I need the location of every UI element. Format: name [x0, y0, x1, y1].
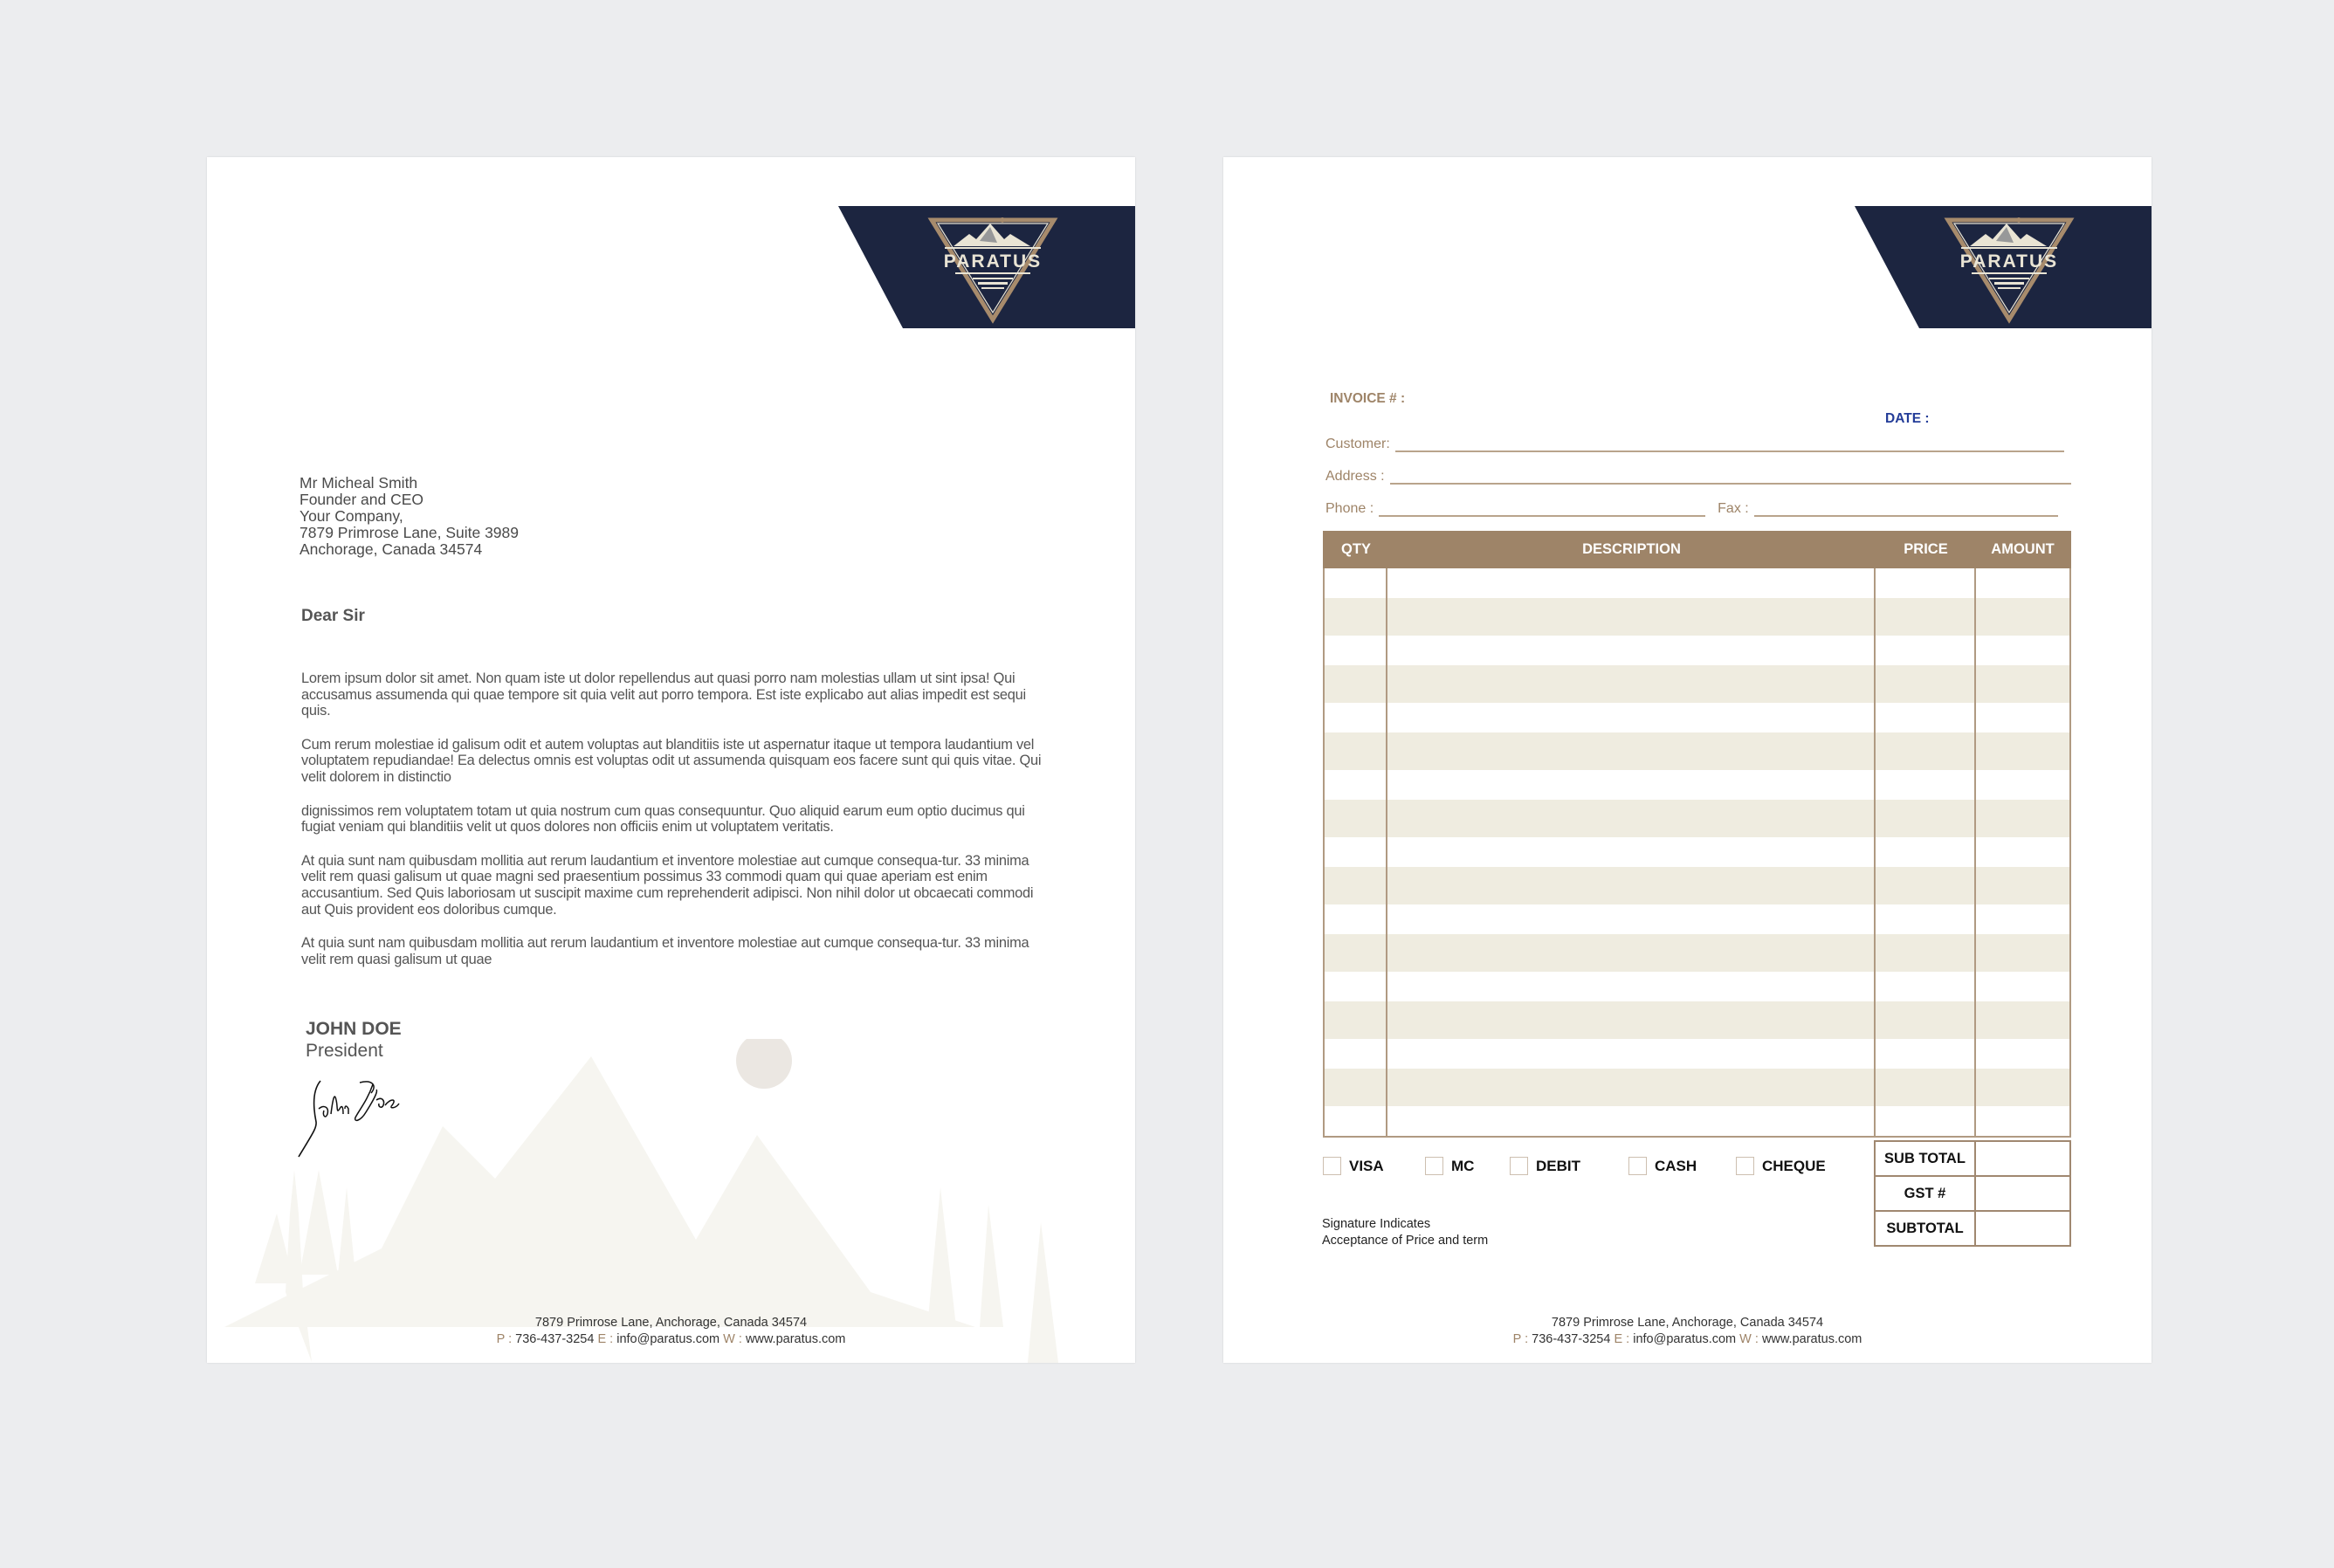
- letter-paragraph: Cum rerum molestiae id galisum odit et autem voluptas aut blanditiis iste ut aspernatur itaque ut tempora laudantium vel voluptatem repudiandae! Ea delectus omnis est voluptas odit ut assumenda quisquam eos facere sunt qui quis vitae. Qui velit dolorem in distinctio: [301, 736, 1042, 785]
- table-cell[interactable]: [1325, 867, 1387, 904]
- table-cell[interactable]: [1387, 867, 1876, 904]
- svg-text:PARATUS: PARATUS: [943, 251, 1043, 272]
- signer-title: President: [306, 1041, 383, 1061]
- table-cell[interactable]: [1325, 703, 1387, 732]
- table-row: [1325, 1069, 2069, 1106]
- table-cell[interactable]: [1325, 934, 1387, 972]
- checkbox-icon[interactable]: [1736, 1157, 1754, 1175]
- table-row: [1325, 598, 2069, 636]
- table-cell[interactable]: [1325, 770, 1387, 800]
- letterhead-page: [207, 157, 1135, 1363]
- table-cell[interactable]: [1876, 1069, 1976, 1106]
- phone-label: P :: [1512, 1332, 1529, 1346]
- letterhead-footer: [207, 1315, 1135, 1348]
- customer-input-line[interactable]: [1395, 437, 2064, 452]
- letter-paragraph: At quia sunt nam quibusdam mollitia aut rerum laudantium et inventore molestiae aut cumque consequa-tur. 33 minima velit rem quasi galisum ut quae: [301, 935, 1029, 967]
- signer-name: JOHN DOE: [306, 1019, 402, 1039]
- footer-website[interactable]: www.paratus.com: [745, 1332, 846, 1346]
- column-header-price: PRICE: [1904, 541, 1948, 557]
- recipient-line: Your Company,: [299, 507, 403, 525]
- date-label: DATE :: [1885, 411, 1930, 426]
- table-cell[interactable]: [1325, 665, 1387, 703]
- email-label: E :: [597, 1332, 614, 1346]
- table-cell[interactable]: [1325, 1039, 1387, 1069]
- table-row: [1325, 867, 2069, 904]
- footer-email[interactable]: info@paratus.com: [616, 1332, 720, 1346]
- invoice-footer: [1223, 1315, 2152, 1348]
- checkbox-icon[interactable]: [1628, 1157, 1647, 1175]
- table-cell[interactable]: [1387, 703, 1876, 732]
- table-cell[interactable]: [1976, 800, 2069, 837]
- recipient-line: Founder and CEO: [299, 491, 424, 508]
- table-body: [1323, 568, 2071, 1138]
- footer-phone: 736-437-3254: [1532, 1332, 1611, 1346]
- checkbox-icon[interactable]: [1323, 1157, 1341, 1175]
- gst-label: GST #: [1876, 1177, 1976, 1210]
- letter-paragraph: dignissimos rem voluptatem totam ut quia nostrum cum quas consequuntur. Quo aliquid earum eum optio ducimus qui fugiat veniam qui blanditiis velit ut quos dolores non officiis enim ut voluptatem veritatis.: [301, 802, 1025, 836]
- payment-label: DEBIT: [1536, 1157, 1580, 1174]
- subtotal-value[interactable]: [1976, 1142, 2069, 1175]
- table-cell[interactable]: [1876, 1001, 1976, 1039]
- table-row: [1325, 1039, 2069, 1069]
- payment-label: CHEQUE: [1762, 1157, 1826, 1174]
- footer-address: 7879 Primrose Lane, Anchorage, Canada 34574: [534, 1316, 808, 1330]
- table-cell[interactable]: [1387, 972, 1876, 1001]
- table-cell[interactable]: [1325, 1069, 1387, 1106]
- table-cell[interactable]: [1387, 598, 1876, 636]
- table-row: [1325, 703, 2069, 732]
- table-row: [1325, 732, 2069, 770]
- invoice-items-table: [1323, 531, 2071, 1138]
- column-header-amount: AMOUNT: [1991, 541, 2055, 557]
- table-cell[interactable]: [1976, 837, 2069, 867]
- table-cell[interactable]: [1387, 732, 1876, 770]
- phone-input-line[interactable]: [1379, 501, 1705, 517]
- table-cell[interactable]: [1325, 732, 1387, 770]
- table-cell[interactable]: [1976, 867, 2069, 904]
- table-cell[interactable]: [1976, 1069, 2069, 1106]
- column-divider: [1386, 568, 1387, 1136]
- checkbox-icon[interactable]: [1425, 1157, 1443, 1175]
- table-cell[interactable]: [1976, 636, 2069, 665]
- table-cell[interactable]: [1876, 665, 1976, 703]
- grand-subtotal-label: SUBTOTAL: [1876, 1212, 1976, 1245]
- table-cell[interactable]: [1876, 568, 1976, 598]
- address-label: Address :: [1325, 469, 1385, 484]
- table-cell[interactable]: [1387, 1001, 1876, 1039]
- table-cell[interactable]: [1325, 1106, 1387, 1136]
- table-cell[interactable]: [1387, 568, 1876, 598]
- footer-contact: [207, 1331, 1135, 1348]
- table-row: [1325, 800, 2069, 837]
- recipient-line: Anchorage, Canada 34574: [299, 540, 483, 558]
- table-cell[interactable]: [1976, 972, 2069, 1001]
- table-cell[interactable]: [1325, 598, 1387, 636]
- email-label: E :: [1614, 1332, 1630, 1346]
- checkbox-icon[interactable]: [1510, 1157, 1528, 1175]
- table-cell[interactable]: [1876, 636, 1976, 665]
- table-cell[interactable]: [1387, 770, 1876, 800]
- payment-label: MC: [1451, 1157, 1475, 1174]
- signature-note-line: Signature Indicates: [1322, 1217, 1431, 1231]
- table-row: [1325, 904, 2069, 934]
- payment-option-cash[interactable]: [1628, 1157, 1736, 1175]
- invoice-number-label: INVOICE # :: [1330, 391, 1406, 406]
- phone-label: Phone :: [1325, 501, 1374, 516]
- table-cell[interactable]: [1387, 934, 1876, 972]
- table-cell[interactable]: [1976, 1106, 2069, 1136]
- table-cell[interactable]: [1976, 1001, 2069, 1039]
- address-field: [1325, 469, 2071, 485]
- table-cell[interactable]: [1325, 800, 1387, 837]
- table-cell[interactable]: [1976, 1039, 2069, 1069]
- table-cell[interactable]: [1876, 837, 1976, 867]
- table-row: [1325, 568, 2069, 598]
- fax-input-line[interactable]: [1754, 501, 2058, 517]
- table-cell[interactable]: [1876, 800, 1976, 837]
- table-cell[interactable]: [1976, 568, 2069, 598]
- phone-label: P :: [496, 1332, 513, 1346]
- column-divider: [1874, 568, 1876, 1136]
- payment-methods: [1323, 1157, 1826, 1175]
- table-cell[interactable]: [1876, 770, 1976, 800]
- table-cell[interactable]: [1976, 665, 2069, 703]
- totals-box: [1874, 1140, 2071, 1247]
- signature-note: [1322, 1216, 1488, 1249]
- table-cell[interactable]: [1325, 972, 1387, 1001]
- column-header-qty: QTY: [1341, 541, 1371, 557]
- table-row: [1325, 1106, 2069, 1136]
- letter-body: [301, 671, 1045, 985]
- table-cell[interactable]: [1387, 636, 1876, 665]
- table-cell[interactable]: [1325, 904, 1387, 934]
- subtotal-row: [1876, 1140, 2069, 1175]
- letter-paragraph: At quia sunt nam quibusdam mollitia aut rerum laudantium et inventore molestiae aut cumque consequa-tur. 33 minima velit rem quasi galisum ut quae magni sed praesentium possimus 33 commodi quam qui quae aperiam est enim accusantium. Sed Quis laboriosam ut suscipit maxime cum reprehenderit adipisci. Non nihil dolor ut obcaecati commodi aut Quis provident eos doloribus cumque.: [301, 852, 1034, 918]
- brand-banner: [838, 206, 1135, 328]
- table-cell[interactable]: [1387, 904, 1876, 934]
- footer-address: 7879 Primrose Lane, Anchorage, Canada 34574: [1551, 1316, 1824, 1330]
- phone-fax-field: [1325, 501, 2058, 517]
- recipient-line: Mr Micheal Smith: [299, 474, 418, 492]
- column-header-description: DESCRIPTION: [1582, 541, 1681, 557]
- table-cell[interactable]: [1325, 1001, 1387, 1039]
- web-label: W :: [723, 1332, 742, 1346]
- table-row: [1325, 1001, 2069, 1039]
- table-row: [1325, 665, 2069, 703]
- table-row: [1325, 837, 2069, 867]
- table-cell[interactable]: [1876, 1106, 1976, 1136]
- table-cell[interactable]: [1876, 867, 1976, 904]
- table-cell[interactable]: [1876, 1039, 1976, 1069]
- table-cell[interactable]: [1387, 1039, 1876, 1069]
- payment-option-cheque[interactable]: [1736, 1157, 1826, 1175]
- signature-icon: [294, 1074, 443, 1161]
- table-cell[interactable]: [1876, 934, 1976, 972]
- table-cell[interactable]: [1876, 703, 1976, 732]
- footer-website[interactable]: www.paratus.com: [1761, 1332, 1862, 1346]
- svg-text:PARATUS: PARATUS: [1959, 251, 2059, 272]
- table-cell[interactable]: [1976, 703, 2069, 732]
- table-cell[interactable]: [1325, 636, 1387, 665]
- table-cell[interactable]: [1976, 904, 2069, 934]
- subtotal-label: SUB TOTAL: [1876, 1142, 1976, 1175]
- table-row: [1325, 636, 2069, 665]
- customer-label: Customer:: [1325, 437, 1390, 451]
- footer-contact: [1223, 1331, 2152, 1348]
- table-cell[interactable]: [1976, 934, 2069, 972]
- paratus-logo-icon: [927, 215, 1058, 324]
- invoice-page: [1223, 157, 2152, 1363]
- web-label: W :: [1739, 1332, 1759, 1346]
- payment-label: VISA: [1349, 1157, 1384, 1174]
- column-divider: [1974, 568, 1976, 1136]
- brand-banner: [1855, 206, 2152, 328]
- table-header: [1323, 531, 2071, 568]
- table-cell[interactable]: [1976, 732, 2069, 770]
- table-cell[interactable]: [1876, 904, 1976, 934]
- gst-row: [1876, 1175, 2069, 1210]
- payment-option-mc[interactable]: [1425, 1157, 1510, 1175]
- footer-email[interactable]: info@paratus.com: [1633, 1332, 1737, 1346]
- greeting: Dear Sir: [301, 607, 365, 625]
- table-cell[interactable]: [1876, 732, 1976, 770]
- table-cell[interactable]: [1325, 568, 1387, 598]
- table-cell[interactable]: [1387, 1106, 1876, 1136]
- payment-option-debit[interactable]: [1510, 1157, 1628, 1175]
- table-cell[interactable]: [1325, 837, 1387, 867]
- paratus-logo-icon: [1944, 215, 2075, 324]
- table-row: [1325, 934, 2069, 972]
- grand-subtotal-value[interactable]: [1976, 1212, 2069, 1245]
- payment-label: CASH: [1655, 1157, 1697, 1174]
- table-cell[interactable]: [1387, 665, 1876, 703]
- table-cell[interactable]: [1976, 770, 2069, 800]
- table-row: [1325, 972, 2069, 1001]
- table-cell[interactable]: [1976, 598, 2069, 636]
- table-cell[interactable]: [1876, 972, 1976, 1001]
- letter-paragraph: Lorem ipsum dolor sit amet. Non quam iste ut dolor repellendus aut quasi porro nam molestias ullam ut sint ipsa! Qui accusamus assumenda qui quae tempore sit quia velit aut porro tempora. Est iste explicabo aut alias impedit est sequi quis.: [301, 671, 1026, 719]
- payment-option-visa[interactable]: [1323, 1157, 1425, 1175]
- table-row: [1325, 770, 2069, 800]
- address-input-line[interactable]: [1390, 469, 2071, 485]
- table-cell[interactable]: [1876, 598, 1976, 636]
- recipient-line: 7879 Primrose Lane, Suite 3989: [299, 524, 519, 541]
- table-cell[interactable]: [1387, 1069, 1876, 1106]
- recipient-address-block: [299, 475, 519, 558]
- customer-field: [1325, 437, 2064, 452]
- table-cell[interactable]: [1387, 800, 1876, 837]
- table-cell[interactable]: [1387, 837, 1876, 867]
- grand-subtotal-row: [1876, 1210, 2069, 1245]
- fax-label: Fax :: [1718, 501, 1749, 516]
- signature-note-line: Acceptance of Price and term: [1322, 1234, 1489, 1248]
- footer-phone: 736-437-3254: [515, 1332, 595, 1346]
- gst-value[interactable]: [1976, 1177, 2069, 1210]
